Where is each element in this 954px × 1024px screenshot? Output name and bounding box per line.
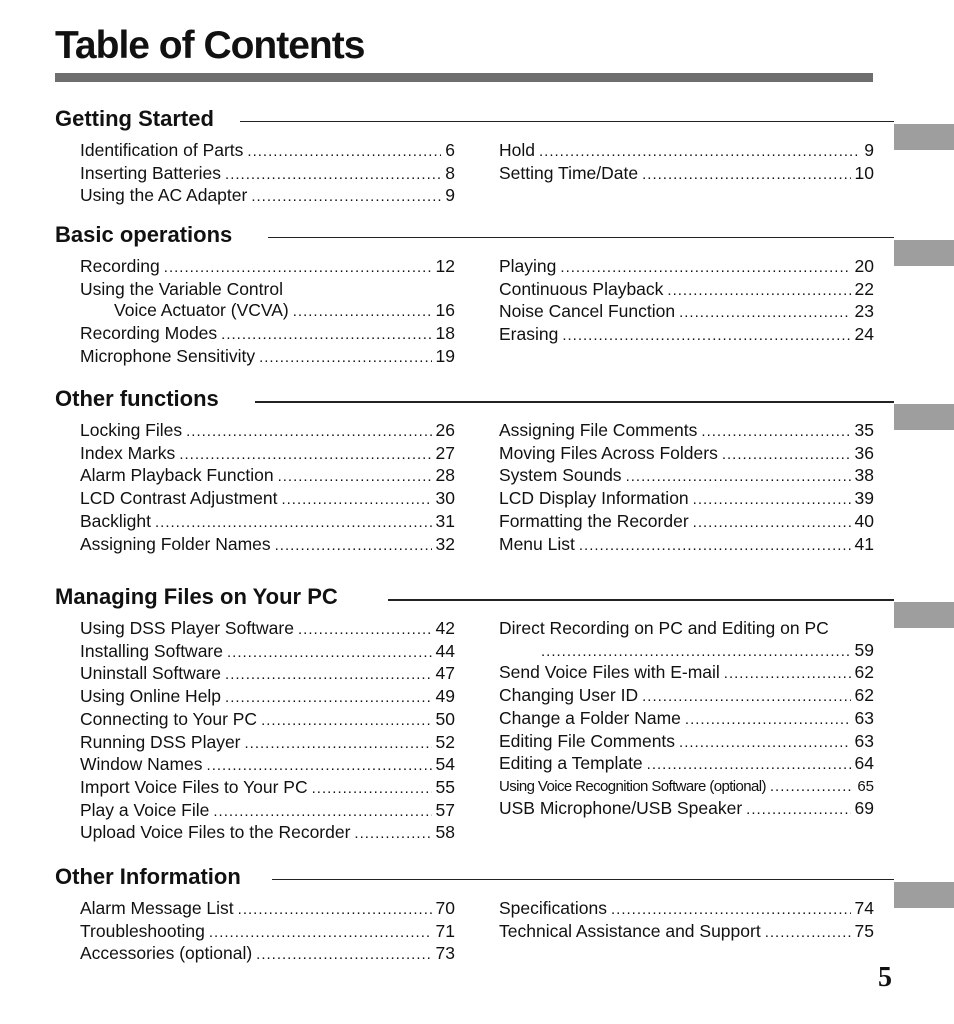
toc-entry[interactable]: Using DSS Player Software ..... 42	[80, 618, 455, 641]
toc-entry[interactable]: Playing ..... 20	[499, 256, 874, 279]
toc-entry[interactable]: Change a Folder Name ..... 63	[499, 708, 874, 731]
toc-column-right	[499, 898, 874, 943]
section-rule	[240, 121, 894, 122]
toc-entry[interactable]: Recording Modes ..... 18	[80, 323, 455, 346]
toc-column-right	[499, 618, 874, 820]
section-rule	[268, 237, 894, 238]
thumb-tab	[894, 404, 954, 430]
section-title: Other Information	[55, 864, 255, 890]
toc-entry[interactable]: Import Voice Files to Your PC ..... 55	[80, 777, 455, 800]
thumb-tab	[894, 602, 954, 628]
section-rule	[388, 599, 894, 601]
toc-entry[interactable]: Assigning File Comments ..... 35	[499, 420, 874, 443]
toc-entry[interactable]: Menu List ..... 41	[499, 534, 874, 557]
toc-entry[interactable]: Using Online Help ..... 49	[80, 686, 455, 709]
thumb-tab	[894, 124, 954, 150]
toc-entry[interactable]: Continuous Playback ..... 22	[499, 279, 874, 302]
toc-entry[interactable]: Running DSS Player ..... 52	[80, 732, 455, 755]
page-number: 5	[878, 962, 892, 993]
toc-entry[interactable]: Hold ..... 9	[499, 140, 874, 163]
toc-column-left	[80, 618, 455, 845]
toc-entry[interactable]: Changing User ID ..... 62	[499, 685, 874, 708]
toc-entry[interactable]: Direct Recording on PC and Editing on PC	[499, 618, 829, 638]
toc-entry[interactable]: USB Microphone/USB Speaker ..... 69	[499, 798, 874, 821]
toc-entry[interactable]: Editing File Comments ..... 63	[499, 731, 874, 754]
toc-entry[interactable]: Send Voice Files with E-mail ..... 62	[499, 662, 874, 685]
toc-entry[interactable]: LCD Contrast Adjustment ..... 30	[80, 488, 455, 511]
toc-entry[interactable]: Noise Cancel Function ..... 23	[499, 301, 874, 324]
toc-entry[interactable]: Specifications ..... 74	[499, 898, 874, 921]
page-title: Table of Contents	[55, 24, 365, 67]
toc-column-left	[80, 140, 455, 208]
toc-entry[interactable]: Backlight ..... 31	[80, 511, 455, 534]
toc-entry[interactable]: Recording ..... 12	[80, 256, 455, 279]
toc-entry[interactable]: Connecting to Your PC ..... 50	[80, 709, 455, 732]
title-underline-bar	[55, 73, 873, 82]
toc-entry-continuation[interactable]: ..... 59	[499, 640, 874, 663]
toc-entry[interactable]: Accessories (optional) ..... 73	[80, 943, 455, 966]
toc-entry[interactable]: Alarm Playback Function ..... 28	[80, 465, 455, 488]
thumb-tab	[894, 882, 954, 908]
toc-entry[interactable]: Locking Files ..... 26	[80, 420, 455, 443]
toc-entry[interactable]: Microphone Sensitivity ..... 19	[80, 346, 455, 369]
toc-entry[interactable]: Setting Time/Date ..... 10	[499, 163, 874, 186]
toc-entry[interactable]: Installing Software ..... 44	[80, 641, 455, 664]
toc-column-right	[499, 140, 874, 185]
toc-column-right	[499, 420, 874, 556]
toc-column-left	[80, 256, 455, 369]
section-rule	[272, 879, 894, 880]
toc-entry[interactable]: Inserting Batteries ..... 8	[80, 163, 455, 186]
toc-entry[interactable]: Erasing ..... 24	[499, 324, 874, 347]
toc-column-left	[80, 898, 455, 966]
toc-entry[interactable]: Play a Voice File ..... 57	[80, 800, 455, 823]
toc-entry[interactable]: Upload Voice Files to the Recorder ..... 58	[80, 822, 455, 845]
toc-entry[interactable]: Using the AC Adapter ..... 9	[80, 185, 455, 208]
section-title: Basic operations	[55, 222, 246, 248]
toc-entry[interactable]: Uninstall Software ..... 47	[80, 663, 455, 686]
toc-entry[interactable]: Window Names ..... 54	[80, 754, 455, 777]
toc-entry[interactable]: Voice Actuator (VCVA) ..... 16	[80, 300, 455, 323]
toc-entry[interactable]: Identification of Parts ..... 6	[80, 140, 455, 163]
toc-entry[interactable]: Using the Variable Control	[80, 278, 283, 299]
section-title: Getting Started	[55, 106, 228, 132]
toc-entry[interactable]: LCD Display Information ..... 39	[499, 488, 874, 511]
toc-column-left	[80, 420, 455, 556]
toc-entry[interactable]: Index Marks ..... 27	[80, 443, 455, 466]
thumb-tab	[894, 240, 954, 266]
toc-entry[interactable]: Editing a Template ..... 64	[499, 753, 874, 776]
toc-entry[interactable]: Troubleshooting ..... 71	[80, 921, 455, 944]
section-title: Other functions	[55, 386, 233, 412]
section-title: Managing Files on Your PC	[55, 584, 352, 610]
toc-entry[interactable]: Assigning Folder Names ..... 32	[80, 534, 455, 557]
toc-entry[interactable]: System Sounds ..... 38	[499, 465, 874, 488]
toc-entry[interactable]: Technical Assistance and Support ..... 75	[499, 921, 874, 944]
toc-entry[interactable]: Moving Files Across Folders ..... 36	[499, 443, 874, 466]
toc-entry[interactable]: Using Voice Recognition Software (optional) ..... 65	[499, 776, 874, 798]
toc-entry[interactable]: Formatting the Recorder ..... 40	[499, 511, 874, 534]
section-rule	[255, 401, 894, 403]
toc-column-right	[499, 256, 874, 347]
toc-entry[interactable]: Alarm Message List ..... 70	[80, 898, 455, 921]
